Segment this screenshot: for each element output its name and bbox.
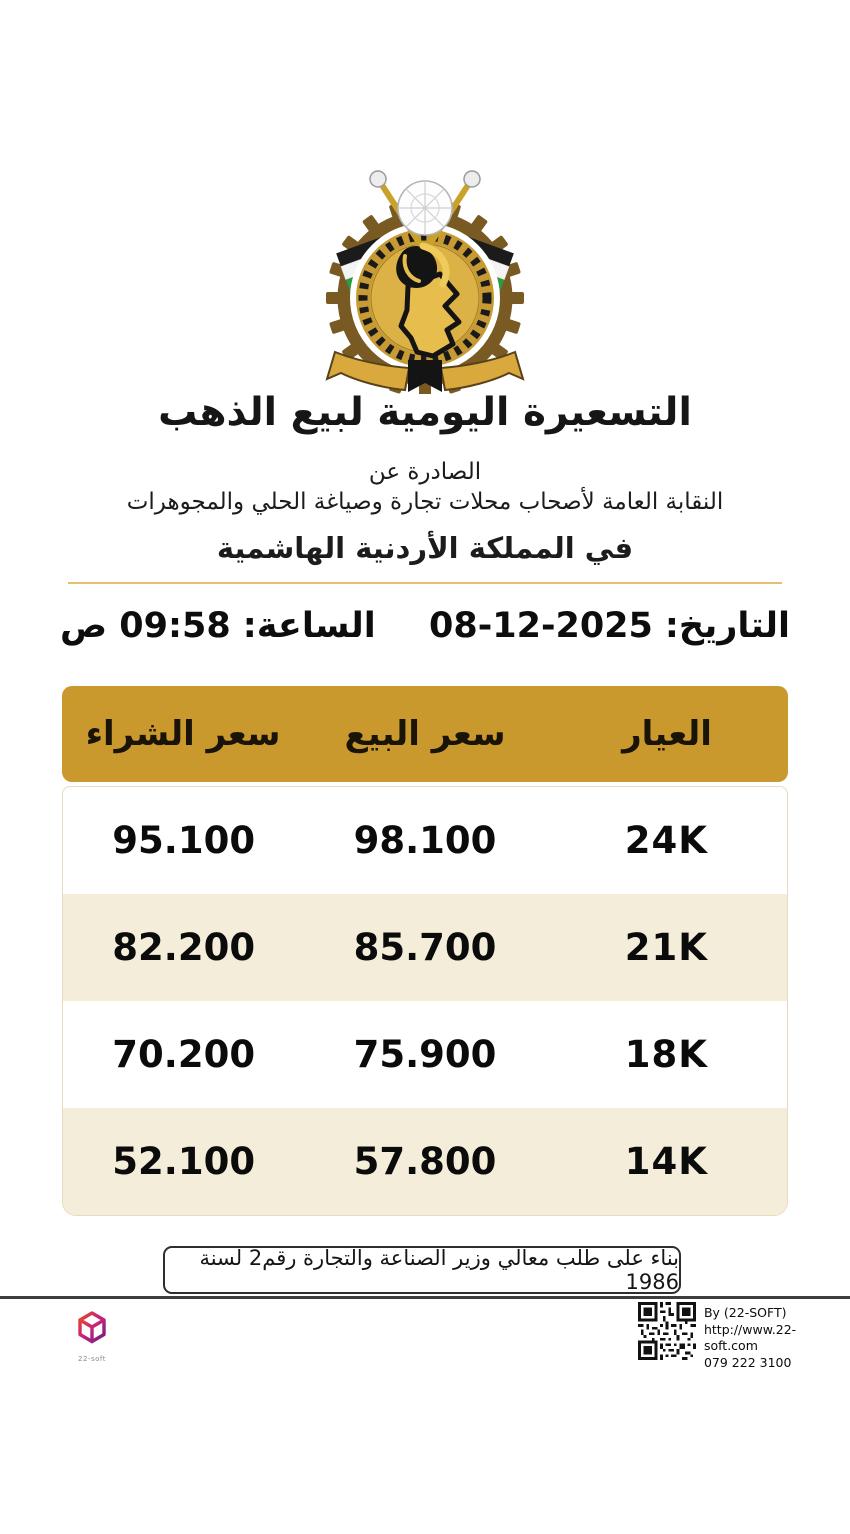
qr-code-icon (638, 1302, 696, 1360)
syndicate-emblem (305, 166, 545, 394)
issuer-line: النقابة العامة لأصحاب محلات تجارة وصياغة الحلي والمجوهرات (126, 489, 724, 515)
time-pair (60, 606, 376, 646)
sell-price: 85.700 (353, 926, 497, 969)
table-row-14k (63, 1108, 787, 1215)
issued-by-line: الصادرة عن (368, 459, 482, 485)
sell-price: 98.100 (353, 819, 497, 862)
column-header-karat: العيار (622, 714, 712, 754)
buy-price: 95.100 (112, 819, 256, 862)
karat-value: 24K (624, 819, 708, 862)
date-value: 08-12-2025 (429, 606, 653, 646)
page-title: التسعيرة اليومية لبيع الذهب (158, 390, 692, 435)
bottom-divider (0, 1296, 850, 1299)
table-row-21k (63, 894, 787, 1001)
date-pair (429, 606, 790, 646)
date-label: التاريخ: (664, 606, 790, 646)
sell-price: 75.900 (353, 1033, 497, 1076)
diamond-icon (398, 181, 452, 235)
table-body (62, 786, 788, 1216)
gold-divider (68, 582, 782, 584)
buy-price: 52.100 (112, 1140, 256, 1183)
cube-logo-icon (72, 1310, 112, 1350)
table-row-18k (63, 1001, 787, 1108)
credit-url: http://www.22-soft.com (703, 1321, 797, 1353)
karat-value: 18K (624, 1033, 708, 1076)
syndicate-emblem-graphic (305, 166, 545, 394)
column-header-sell: سعر البيع (344, 714, 506, 754)
gold-price-table (62, 686, 788, 1216)
karat-value: 14K (624, 1140, 708, 1183)
credit-by: By (22-SOFT) (703, 1305, 787, 1320)
karat-value: 21K (624, 926, 708, 969)
regulation-note: بناء على طلب معالي وزير الصناعة والتجارة رقم2 لسنة 1986 (163, 1246, 681, 1294)
country-line: في المملكة الأردنية الهاشمية (216, 531, 634, 565)
column-header-buy: سعر الشراء (85, 714, 281, 754)
table-header-row (62, 686, 788, 782)
table-row-24k (63, 787, 787, 894)
credit-phone: 079 222 3100 (703, 1354, 792, 1370)
credit-text (704, 1302, 850, 1371)
time-label: الساعة: (242, 606, 376, 646)
buy-price: 70.200 (112, 1033, 256, 1076)
software-vendor-logo (70, 1310, 114, 1363)
credit-block (638, 1302, 850, 1371)
buy-price: 82.200 (112, 926, 256, 969)
datetime-row (60, 606, 790, 646)
sell-price: 57.800 (353, 1140, 497, 1183)
time-value: 09:58 ص (60, 606, 231, 646)
vendor-brand-text: 22-soft (78, 1355, 106, 1363)
